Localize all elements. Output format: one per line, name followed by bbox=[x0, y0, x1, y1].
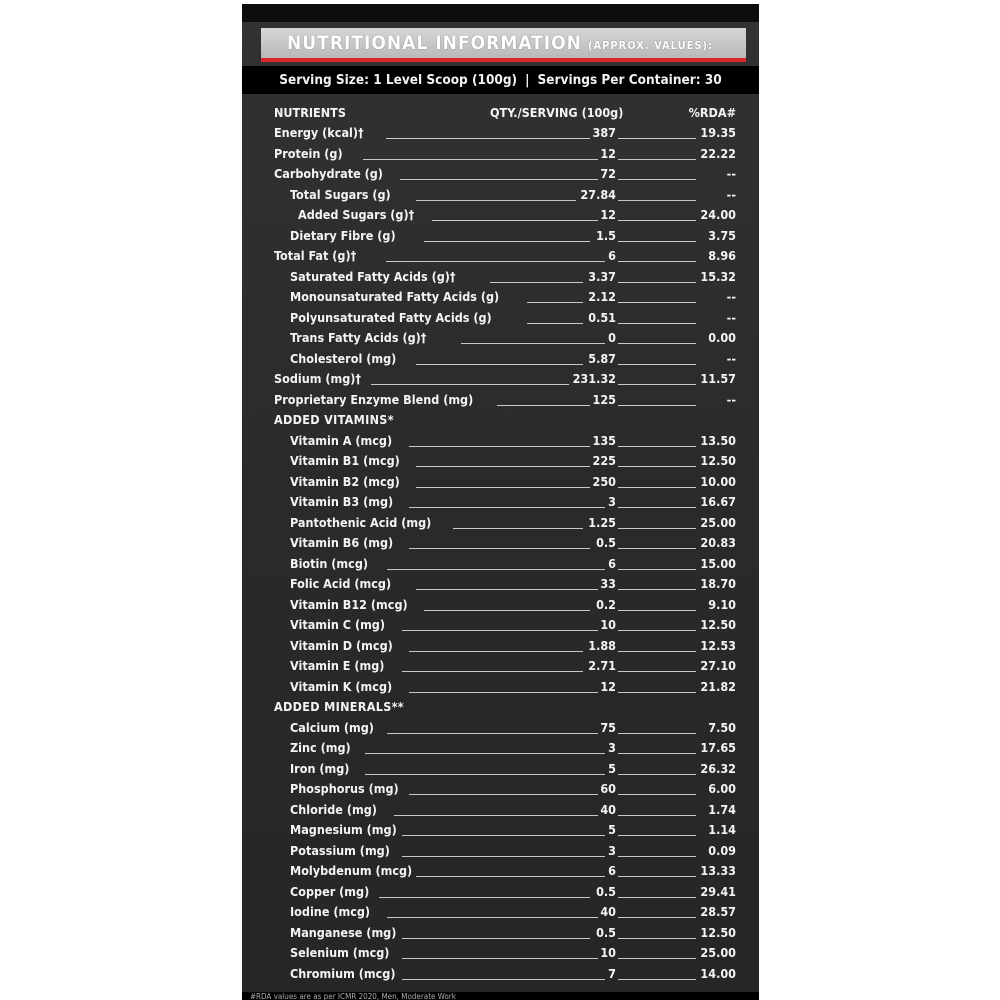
nutrient-name: Added Sugars (g)† bbox=[298, 207, 415, 222]
table-row bbox=[274, 532, 736, 553]
table-row bbox=[274, 143, 736, 164]
table-row bbox=[274, 881, 736, 902]
leader-line bbox=[618, 630, 696, 631]
nutrient-name: Vitamin B2 (mcg) bbox=[290, 473, 400, 489]
table-row bbox=[274, 450, 736, 471]
nutrient-qty: 6 bbox=[608, 555, 616, 571]
leader-line bbox=[618, 876, 696, 877]
leader-line bbox=[365, 753, 605, 754]
table-row bbox=[274, 348, 736, 369]
nutrient-qty: 2.71 bbox=[588, 658, 616, 673]
leader-line bbox=[618, 589, 696, 590]
serving-separator: | bbox=[525, 72, 530, 88]
nutrient-qty: 387 bbox=[592, 125, 616, 140]
nutrient-rda: -- bbox=[726, 289, 736, 304]
nutrient-name: Proprietary Enzyme Blend (mg) bbox=[274, 391, 474, 407]
leader-line bbox=[394, 815, 597, 816]
leader-line bbox=[618, 528, 696, 529]
leader-line bbox=[618, 384, 696, 385]
table-row bbox=[274, 573, 736, 594]
leader-line bbox=[618, 364, 696, 365]
nutrient-name: ADDED VITAMINS* bbox=[274, 412, 394, 427]
table-row bbox=[274, 307, 736, 328]
leader-line bbox=[618, 569, 696, 570]
nutrient-name: Copper (mg) bbox=[290, 883, 370, 899]
nutrient-qty: 40 bbox=[600, 801, 616, 817]
section-heading bbox=[274, 409, 736, 430]
nutrient-rda: 24.00 bbox=[700, 207, 736, 222]
leader-line bbox=[618, 979, 696, 980]
leader-line bbox=[386, 138, 591, 139]
leader-line bbox=[371, 384, 569, 385]
nutrient-qty: 2.12 bbox=[588, 289, 616, 304]
nutrient-qty: 27.84 bbox=[580, 186, 616, 202]
nutrient-rda: 9.10 bbox=[708, 596, 736, 612]
nutrient-rda: 13.33 bbox=[700, 863, 736, 878]
nutrient-rda: 29.41 bbox=[700, 883, 736, 899]
leader-line bbox=[386, 261, 605, 262]
leader-line bbox=[618, 466, 696, 467]
table-row bbox=[274, 553, 736, 574]
leader-line bbox=[402, 856, 605, 857]
nutrient-qty: 12 bbox=[600, 145, 616, 161]
nutrient-qty: 6 bbox=[608, 863, 616, 878]
header-qty: QTY./SERVING (100g) bbox=[490, 105, 624, 120]
nutrient-rda: 1.74 bbox=[708, 801, 736, 817]
leader-line bbox=[409, 651, 583, 652]
leader-line bbox=[402, 979, 605, 980]
nutrient-rda: 26.32 bbox=[700, 760, 736, 776]
header-rda: %RDA# bbox=[688, 105, 736, 120]
nutrient-name: Folic Acid (mcg) bbox=[290, 576, 392, 591]
table-row bbox=[274, 737, 736, 758]
table-row bbox=[274, 840, 736, 861]
nutrient-qty: 12 bbox=[600, 207, 616, 222]
leader-line bbox=[416, 466, 590, 467]
nutrient-rda: 7.50 bbox=[708, 719, 736, 735]
leader-line bbox=[409, 548, 590, 549]
table-row bbox=[274, 963, 736, 984]
leader-line bbox=[618, 835, 696, 836]
nutrient-rda: 3.75 bbox=[708, 227, 736, 243]
leader-line bbox=[618, 794, 696, 795]
nutrient-qty: 0.5 bbox=[596, 535, 616, 550]
leader-line bbox=[618, 282, 696, 283]
leader-line bbox=[409, 692, 598, 693]
leader-line bbox=[365, 774, 605, 775]
nutrient-name: Manganese (mg) bbox=[290, 924, 397, 940]
servings-per-container: Servings Per Container: 30 bbox=[537, 72, 722, 88]
leader-line bbox=[387, 733, 598, 734]
nutrient-qty: 3 bbox=[608, 842, 616, 858]
leader-line bbox=[402, 958, 598, 959]
leader-line bbox=[618, 938, 696, 939]
leader-line bbox=[618, 651, 696, 652]
leader-line bbox=[416, 364, 583, 365]
nutrient-rda: 19.35 bbox=[700, 125, 736, 140]
table-row bbox=[274, 676, 736, 697]
nutrient-name: Calcium (mg) bbox=[290, 719, 374, 735]
nutrient-name: Total Sugars (g) bbox=[290, 186, 391, 202]
nutrient-name: Vitamin C (mg) bbox=[290, 617, 386, 632]
nutrient-qty: 231.32 bbox=[572, 371, 616, 386]
nutrient-rda: 16.67 bbox=[700, 494, 736, 509]
serving-size: Serving Size: 1 Level Scoop (100g) bbox=[279, 72, 518, 88]
title-bar bbox=[261, 28, 746, 62]
table-row bbox=[274, 286, 736, 307]
table-row bbox=[274, 942, 736, 963]
leader-line bbox=[618, 261, 696, 262]
nutrient-qty: 1.88 bbox=[588, 637, 616, 653]
table-row bbox=[274, 512, 736, 533]
nutrient-name: Dietary Fibre (g) bbox=[290, 227, 396, 243]
nutrient-rda: 18.70 bbox=[700, 576, 736, 591]
table-header bbox=[274, 102, 736, 122]
nutrient-rda: 28.57 bbox=[700, 904, 736, 919]
nutrient-qty: 72 bbox=[600, 166, 616, 181]
nutrient-qty: 0.5 bbox=[596, 883, 616, 899]
table-row bbox=[274, 204, 736, 225]
nutrient-qty: 3 bbox=[608, 494, 616, 509]
leader-line bbox=[424, 610, 591, 611]
leader-line bbox=[402, 835, 605, 836]
nutrient-rda: 12.50 bbox=[700, 453, 736, 468]
nutrient-name: Vitamin B1 (mcg) bbox=[290, 453, 400, 468]
leader-line bbox=[618, 958, 696, 959]
nutrient-rda: -- bbox=[726, 166, 736, 181]
nutrient-rda: 27.10 bbox=[700, 658, 736, 673]
leader-line bbox=[618, 671, 696, 672]
leader-line bbox=[618, 200, 696, 201]
table-row bbox=[274, 758, 736, 779]
nutrient-rda: 21.82 bbox=[700, 678, 736, 694]
nutrient-qty: 75 bbox=[600, 719, 616, 735]
leader-line bbox=[618, 548, 696, 549]
leader-line bbox=[618, 138, 696, 139]
nutrient-name: Vitamin E (mg) bbox=[290, 658, 385, 673]
nutrient-name: Vitamin K (mcg) bbox=[290, 678, 393, 694]
nutrient-name: ADDED MINERALS** bbox=[274, 699, 404, 714]
table-row bbox=[274, 922, 736, 943]
nutrient-rda: 6.00 bbox=[708, 781, 736, 796]
nutrient-rda: 25.00 bbox=[700, 514, 736, 530]
nutrient-name: Chromium (mcg) bbox=[290, 965, 396, 981]
nutrient-rda: 15.00 bbox=[700, 555, 736, 571]
table-row bbox=[274, 327, 736, 348]
nutrient-rda: -- bbox=[726, 309, 736, 325]
nutrient-qty: 6 bbox=[608, 248, 616, 263]
leader-line bbox=[618, 487, 696, 488]
nutrient-rda: 25.00 bbox=[700, 945, 736, 960]
nutrient-name: Vitamin B6 (mg) bbox=[290, 535, 394, 550]
nutrient-rda: 1.14 bbox=[708, 822, 736, 837]
leader-line bbox=[618, 343, 696, 344]
table-row bbox=[274, 225, 736, 246]
leader-line bbox=[490, 282, 583, 283]
nutrient-qty: 10 bbox=[600, 945, 616, 960]
table-row bbox=[274, 184, 736, 205]
leader-line bbox=[618, 692, 696, 693]
nutrient-name: Vitamin A (mcg) bbox=[290, 432, 393, 448]
nutrient-qty: 1.5 bbox=[596, 227, 616, 243]
leader-line bbox=[618, 507, 696, 508]
nutrient-rda: 22.22 bbox=[700, 145, 736, 161]
nutrient-name: Potassium (mg) bbox=[290, 842, 390, 858]
nutrient-name: Chloride (mg) bbox=[290, 801, 377, 817]
leader-line bbox=[409, 446, 590, 447]
leader-line bbox=[416, 200, 576, 201]
leader-line bbox=[461, 343, 605, 344]
nutrient-name: Phosphorus (mg) bbox=[290, 781, 399, 796]
nutrient-qty: 125 bbox=[592, 391, 616, 407]
leader-line bbox=[618, 302, 696, 303]
nutrient-name: Zinc (mg) bbox=[290, 740, 351, 755]
table-row bbox=[274, 163, 736, 184]
nutrient-rda: 15.32 bbox=[700, 268, 736, 284]
nutrient-name: Trans Fatty Acids (g)† bbox=[290, 330, 427, 345]
leader-line bbox=[618, 179, 696, 180]
nutrient-name: Monounsaturated Fatty Acids (g) bbox=[290, 289, 500, 304]
leader-line bbox=[424, 241, 591, 242]
leader-line bbox=[618, 733, 696, 734]
leader-line bbox=[618, 610, 696, 611]
nutrient-rda: -- bbox=[726, 391, 736, 407]
leader-line bbox=[416, 589, 597, 590]
table-row bbox=[274, 655, 736, 676]
leader-line bbox=[387, 917, 598, 918]
nutrient-rda: 11.57 bbox=[700, 371, 736, 386]
leader-line bbox=[618, 856, 696, 857]
nutrient-qty: 250 bbox=[592, 473, 616, 489]
leader-line bbox=[432, 220, 598, 221]
serving-info bbox=[242, 66, 759, 94]
nutrient-rda: 13.50 bbox=[700, 432, 736, 448]
nutrient-rda: 0.09 bbox=[708, 842, 736, 858]
leader-line bbox=[402, 671, 584, 672]
nutrient-name: Total Fat (g)† bbox=[274, 248, 357, 263]
nutrient-qty: 1.25 bbox=[588, 514, 616, 530]
nutrient-name: Magnesium (mg) bbox=[290, 822, 397, 837]
nutrient-name: Iodine (mcg) bbox=[290, 904, 371, 919]
leader-line bbox=[453, 528, 583, 529]
table-row bbox=[274, 635, 736, 656]
nutrient-name: Cholesterol (mg) bbox=[290, 350, 397, 366]
leader-line bbox=[618, 897, 696, 898]
nutrient-qty: 0 bbox=[608, 330, 616, 345]
leader-line bbox=[618, 446, 696, 447]
nutrient-rda: 0.00 bbox=[708, 330, 736, 345]
leader-line bbox=[618, 323, 696, 324]
nutrient-name: Energy (kcal)† bbox=[274, 125, 364, 140]
table-row bbox=[274, 245, 736, 266]
nutrient-qty: 3 bbox=[608, 740, 616, 755]
table-row bbox=[274, 614, 736, 635]
nutrient-qty: 40 bbox=[600, 904, 616, 919]
nutrient-table bbox=[274, 122, 736, 983]
nutrient-qty: 0.5 bbox=[596, 924, 616, 940]
table-row bbox=[274, 717, 736, 738]
nutrient-qty: 135 bbox=[592, 432, 616, 448]
leader-line bbox=[409, 794, 598, 795]
nutrient-qty: 5 bbox=[608, 822, 616, 837]
leader-line bbox=[618, 220, 696, 221]
table-row bbox=[274, 594, 736, 615]
leader-line bbox=[618, 917, 696, 918]
nutrient-name: Saturated Fatty Acids (g)† bbox=[290, 268, 456, 284]
nutrition-panel bbox=[242, 4, 759, 1000]
leader-line bbox=[409, 507, 605, 508]
leader-line bbox=[618, 159, 696, 160]
leader-line bbox=[387, 569, 605, 570]
leader-line bbox=[416, 876, 604, 877]
nutrient-name: Molybdenum (mcg) bbox=[290, 863, 413, 878]
nutrient-qty: 0.2 bbox=[596, 596, 616, 612]
nutrient-rda: 10.00 bbox=[700, 473, 736, 489]
leader-line bbox=[363, 159, 597, 160]
table-row bbox=[274, 389, 736, 410]
nutrient-name: Sodium (mg)† bbox=[274, 371, 362, 386]
header-nutrients: NUTRIENTS bbox=[274, 105, 346, 120]
leader-line bbox=[618, 241, 696, 242]
nutrient-name: Protein (g) bbox=[274, 145, 343, 161]
table-row bbox=[274, 266, 736, 287]
nutrient-rda: 12.53 bbox=[700, 637, 736, 653]
nutrient-name: Biotin (mcg) bbox=[290, 555, 369, 571]
table-row bbox=[274, 799, 736, 820]
nutrient-name: Polyunsaturated Fatty Acids (g) bbox=[290, 309, 492, 325]
table-row bbox=[274, 430, 736, 451]
nutrient-qty: 12 bbox=[600, 678, 616, 694]
leader-line bbox=[400, 179, 597, 180]
leader-line bbox=[618, 815, 696, 816]
nutrient-qty: 225 bbox=[592, 453, 616, 468]
nutrient-rda: 20.83 bbox=[700, 535, 736, 550]
leader-line bbox=[618, 774, 696, 775]
title-sub: (APPROX. VALUES): bbox=[587, 38, 713, 52]
nutrient-rda: 17.65 bbox=[700, 740, 736, 755]
table-row bbox=[274, 368, 736, 389]
nutrient-rda: -- bbox=[726, 186, 736, 202]
nutrient-qty: 33 bbox=[600, 576, 616, 591]
nutrient-rda: 12.50 bbox=[700, 924, 736, 940]
nutrient-rda: 8.96 bbox=[708, 248, 736, 263]
leader-line bbox=[379, 897, 590, 898]
leader-line bbox=[527, 302, 583, 303]
nutrient-qty: 0.51 bbox=[588, 309, 616, 325]
leader-line bbox=[416, 487, 590, 488]
leader-line bbox=[618, 753, 696, 754]
footnote: #RDA values are as per ICMR 2020, Men, Moderate Work bbox=[242, 992, 759, 1000]
nutrient-qty: 7 bbox=[608, 965, 616, 981]
table-row bbox=[274, 860, 736, 881]
leader-line bbox=[497, 405, 591, 406]
table-row bbox=[274, 122, 736, 143]
table-row bbox=[274, 491, 736, 512]
leader-line bbox=[402, 630, 598, 631]
title-main: NUTRITIONAL INFORMATION bbox=[287, 32, 582, 54]
nutrient-rda: 14.00 bbox=[700, 965, 736, 981]
nutrient-name: Carbohydrate (g) bbox=[274, 166, 383, 181]
nutrient-qty: 60 bbox=[600, 781, 616, 796]
nutrient-qty: 5.87 bbox=[588, 350, 616, 366]
nutrient-name: Iron (mg) bbox=[290, 760, 350, 776]
table-row bbox=[274, 819, 736, 840]
nutrient-name: Vitamin B3 (mg) bbox=[290, 494, 394, 509]
nutrient-qty: 5 bbox=[608, 760, 616, 776]
nutrient-name: Vitamin D (mcg) bbox=[290, 637, 393, 653]
leader-line bbox=[618, 405, 696, 406]
nutrient-rda: -- bbox=[726, 350, 736, 366]
table-row bbox=[274, 471, 736, 492]
nutrient-qty: 3.37 bbox=[588, 268, 616, 284]
leader-line bbox=[402, 938, 591, 939]
nutrient-name: Selenium (mcg) bbox=[290, 945, 390, 960]
table-row bbox=[274, 778, 736, 799]
nutrient-name: Vitamin B12 (mcg) bbox=[290, 596, 408, 612]
nutrient-qty: 10 bbox=[600, 617, 616, 632]
nutrient-rda: 12.50 bbox=[700, 617, 736, 632]
nutrient-name: Pantothenic Acid (mg) bbox=[290, 514, 432, 530]
table-row bbox=[274, 901, 736, 922]
section-heading bbox=[274, 696, 736, 717]
leader-line bbox=[527, 323, 583, 324]
